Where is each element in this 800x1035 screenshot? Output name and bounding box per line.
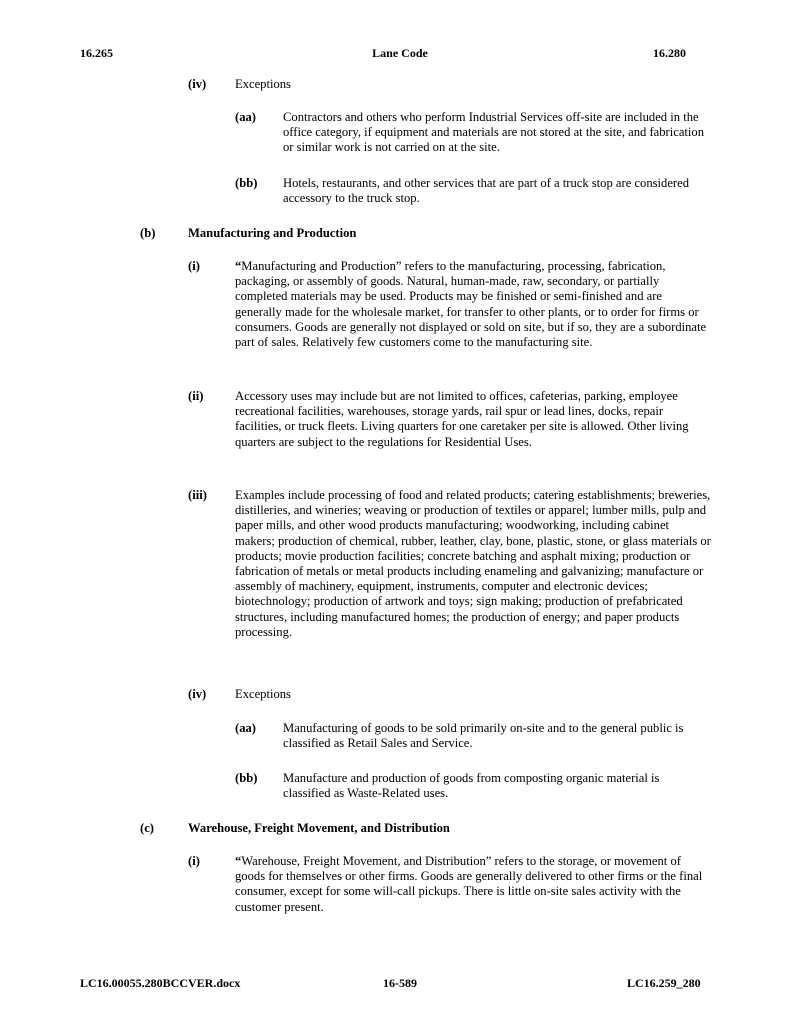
- b-iii-label: (iii): [188, 488, 207, 502]
- footer-page-number: 16-589: [383, 976, 417, 990]
- header-section-end: 16.280: [653, 46, 686, 60]
- header-title: Lane Code: [372, 46, 428, 60]
- a-iv-label: (iv): [188, 77, 207, 91]
- a-iv-bb-text: Hotels, restaurants, and other services that are part of a truck stop are considered accessory to the truck stop.: [283, 176, 689, 206]
- b-ii-text: Accessory uses may include but are not limited to offices, cafeterias, parking, employee recreational facilities, warehouses, storage yards, rail spur or lead lines, docks, repair facilities, or truck fleets. Living quarters for one caretaker per site is allowed. Other living quarters are subject to the regulations for Residential Uses.: [235, 389, 689, 449]
- b-ii-label: (ii): [188, 389, 204, 403]
- footer-section-range: LC16.259_280: [627, 976, 701, 990]
- c-i-open-quote: “: [235, 854, 242, 868]
- c-i-text: [235, 854, 711, 915]
- b-iv-label: (iv): [188, 687, 207, 701]
- c-label: (c): [140, 821, 154, 835]
- b-iii-text: Examples include processing of food and related products; catering establishments; breweries, distilleries, and wineries; weaving or production of textiles or apparel; lumber mills, pulp and paper mills, and other wood products manufacturing; woodworking, including cabinet makers; production of chemical, rubber, leather, clay, bone, plastic, stone, or glass materials or products; movie production facilities; concrete batching and asphalt mixing; production or fabrication of metals or metal products including enameling and galvanizing; manufacture or assembly of machinery, equipment, instruments, computer and electronic devices; biotechnology; production of artwork and toys; sign making; production of prefabricated structures, including manufactured homes; the production of energy; and paper products processing.: [235, 488, 711, 639]
- a-iv-aa-text: Contractors and others who perform Industrial Services off-site are included in the office category, if equipment and materials are not stored at the site, and fabrication or similar work is not carried on at the site.: [283, 110, 705, 155]
- b-i-open-quote: “: [235, 259, 242, 273]
- b-iv-bb-label: (bb): [235, 771, 258, 785]
- c-i-body: Warehouse, Freight Movement, and Distribution” refers to the storage, or movement of goods for themselves or other firms. Goods are generally delivered to other firms or the final consumer, except for some will-call pickups. There is little on-site sales activity with the customer present.: [235, 854, 703, 914]
- b-heading: Manufacturing and Production: [188, 226, 357, 240]
- b-i-text: [235, 259, 711, 350]
- c-heading: Warehouse, Freight Movement, and Distribution: [188, 821, 450, 835]
- b-i-label: (i): [188, 259, 200, 273]
- b-label: (b): [140, 226, 156, 240]
- b-iv-text: Exceptions: [235, 687, 291, 701]
- header-section-start: 16.265: [80, 46, 113, 60]
- b-iv-bb-text: Manufacture and production of goods from composting organic material is classified as Waste-Related uses.: [283, 771, 660, 801]
- b-iv-aa-text: Manufacturing of goods to be sold primarily on-site and to the general public is classified as Retail Sales and Service.: [283, 721, 684, 751]
- a-iv-aa-label: (aa): [235, 110, 256, 124]
- a-iv-bb-label: (bb): [235, 176, 258, 190]
- footer-filename: LC16.00055.280BCCVER.docx: [80, 976, 241, 990]
- c-i-label: (i): [188, 854, 200, 868]
- b-iv-aa-label: (aa): [235, 721, 256, 735]
- a-iv-text: Exceptions: [235, 77, 291, 91]
- b-i-body: Manufacturing and Production” refers to the manufacturing, processing, fabrication, packaging, or assembly of goods. Natural, human-made, raw, secondary, or partially completed materials may be used. Products may be finished or semi-finished and are generally made for the wholesale market, for transfer to other plants, or to order for firms or consumers. Goods are generally not displayed or sold on site, but if so, they are a subordinate part of sales. Relatively few customers come to the manufacturing site.: [235, 259, 707, 350]
